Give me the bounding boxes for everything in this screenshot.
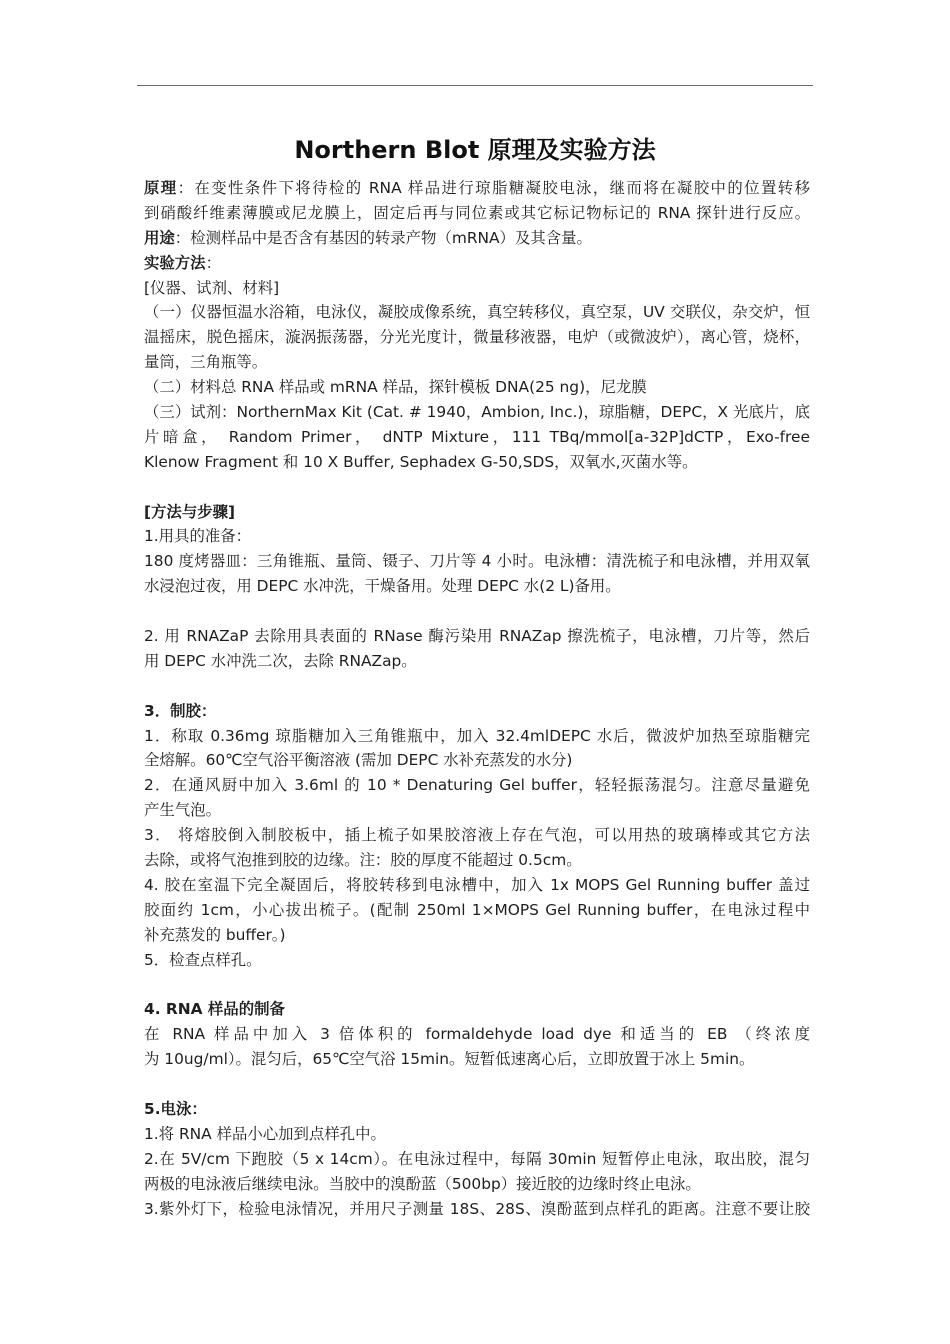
document-title: Northern Blot 原理及实验方法 [294, 136, 656, 164]
line-text: ： [205, 253, 221, 272]
bold-heading: 5.电泳： [144, 1099, 207, 1118]
body-line: 为 10ug/ml）。混匀后，65℃空气浴 15min。短暂低速离心后，立即放置于冰上 5min。 [144, 1050, 755, 1069]
body-line: 1.将 RNA 样品小心加到点样孔中。 [144, 1124, 386, 1143]
body-line: 3． 将熔胶倒入制胶板中，插上梳子如果胶溶液上存在气泡，可以用热的玻璃棒或其它方法 [144, 826, 810, 845]
body-line: 产生气泡。 [144, 801, 221, 820]
body-line: 片暗盒， Random Primer， dNTP Mixture，111 TBq/mmol[a-32P]dCTP，Exo-free [144, 427, 810, 446]
body-line: 胶面约 1cm，小心拔出梳子。(配制 250ml 1×MOPS Gel Running buffer，在电泳过程中 [144, 900, 810, 919]
document-body [144, 176, 810, 1221]
body-line [144, 674, 810, 699]
body-line [144, 1072, 810, 1097]
body-line [144, 699, 810, 724]
header-rule [137, 85, 813, 86]
body-line: 全熔解。60℃空气浴平衡溶液 (需加 DEPC 水补充蒸发的水分) [144, 751, 573, 770]
body-line: 180 度烤器皿：三角锥瓶、量筒、镊子、刀片等 4 小时。电泳槽：清洗梳子和电泳槽，并用双氧 [144, 552, 810, 571]
body-line: 1.用具的准备： [144, 527, 252, 546]
bold-heading: [方法与步骤] [144, 502, 236, 521]
body-line [144, 176, 810, 201]
body-line: 温摇床，脱色摇床，漩涡振荡器，分光光度计，微量移液器，电炉（或微波炉），离心管，烧杯， [144, 328, 810, 347]
body-line: 2. 用 RNAZaP 去除用具表面的 RNase 酶污染用 RNAZap 擦洗梳子，电泳槽，刀片等，然后 [144, 627, 810, 646]
body-line: 量筒，三角瓶等。 [144, 353, 268, 372]
body-line: Klenow Fragment 和 10 X Buffer, Sephadex G-50,SDS，双氧水,灭菌水等。 [144, 452, 698, 471]
line-text: ：检测样品中是否含有基因的转录产物（mRNA）及其含量。 [174, 228, 592, 247]
body-line: （一）仪器恒温水浴箱，电泳仪，凝胶成像系统，真空转移仪，真空泵，UV 交联仪，杂交炉，恒 [144, 303, 810, 322]
body-line [144, 500, 810, 525]
body-line: 2．在通风厨中加入 3.6ml 的 10 * Denaturing Gel buffer，轻轻振荡混匀。注意尽量避免 [144, 776, 810, 795]
body-line [144, 226, 810, 251]
body-line: 水浸泡过夜，用 DEPC 水冲洗，干燥备用。处理 DEPC 水(2 L)备用。 [144, 577, 621, 596]
body-line: 在 RNA 样品中加入 3 倍体积的 formaldehyde load dye 和适当的 EB （终浓度 [144, 1025, 810, 1044]
body-line [144, 973, 810, 998]
bold-heading: 原理 [144, 179, 178, 197]
body-line [144, 997, 810, 1022]
line-text: ：在变性条件下将待检的 RNA 样品进行琼脂糖凝胶电泳，继而将在凝胶中的位置转移 [177, 179, 810, 197]
body-line: 用 DEPC 水冲洗二次，去除 RNAZap。 [144, 651, 417, 670]
body-line: [仪器、试剂、材料] [144, 278, 280, 297]
body-line: 2.在 5V/cm 下跑胶（5 x 14cm）。在电泳过程中，每隔 30min 短暂停止电泳，取出胶，混匀 [144, 1149, 810, 1168]
body-line: 到硝酸纤维素薄膜或尼龙膜上，固定后再与同位素或其它标记物标记的 RNA 探针进行反应。 [144, 203, 810, 222]
body-line [144, 475, 810, 500]
body-line: 补充蒸发的 buffer。) [144, 925, 286, 944]
body-line [144, 599, 810, 624]
body-line: 两极的电泳液后继续电泳。当胶中的溴酚蓝（500bp）接近胶的边缘时终止电泳。 [144, 1174, 701, 1193]
body-line: （二）材料总 RNA 样品或 mRNA 样品，探针模板 DNA(25 ng)，尼龙膜 [144, 378, 647, 397]
body-line [144, 251, 810, 276]
body-line: 3.紫外灯下，检验电泳情况，并用尺子测量 18S、28S、溴酚蓝到点样孔的距离。注意不要让胶 [144, 1199, 810, 1218]
body-line [144, 1097, 810, 1122]
bold-heading: 3．制胶： [144, 701, 217, 720]
body-line: 去除，或将气泡推到胶的边缘。注：胶的厚度不能超过 0.5cm。 [144, 851, 582, 870]
bold-heading: 实验方法 [144, 253, 206, 272]
body-line: 1．称取 0.36mg 琼脂糖加入三角锥瓶中，加入 32.4mlDEPC 水后，微波炉加热至琼脂糖完 [144, 726, 810, 745]
bold-heading: 用途 [144, 228, 175, 247]
body-line: （三）试剂：NorthernMax Kit (Cat. # 1940，Ambion, Inc.)，琼脂糖，DEPC，X 光底片，底 [144, 403, 810, 422]
body-line: 4. 胶在室温下完全凝固后，将胶转移到电泳槽中，加入 1x MOPS Gel Running buffer 盖过 [144, 875, 810, 894]
bold-heading: 4. RNA 样品的制备 [144, 1000, 285, 1019]
body-line: 5．检查点样孔。 [144, 950, 262, 969]
